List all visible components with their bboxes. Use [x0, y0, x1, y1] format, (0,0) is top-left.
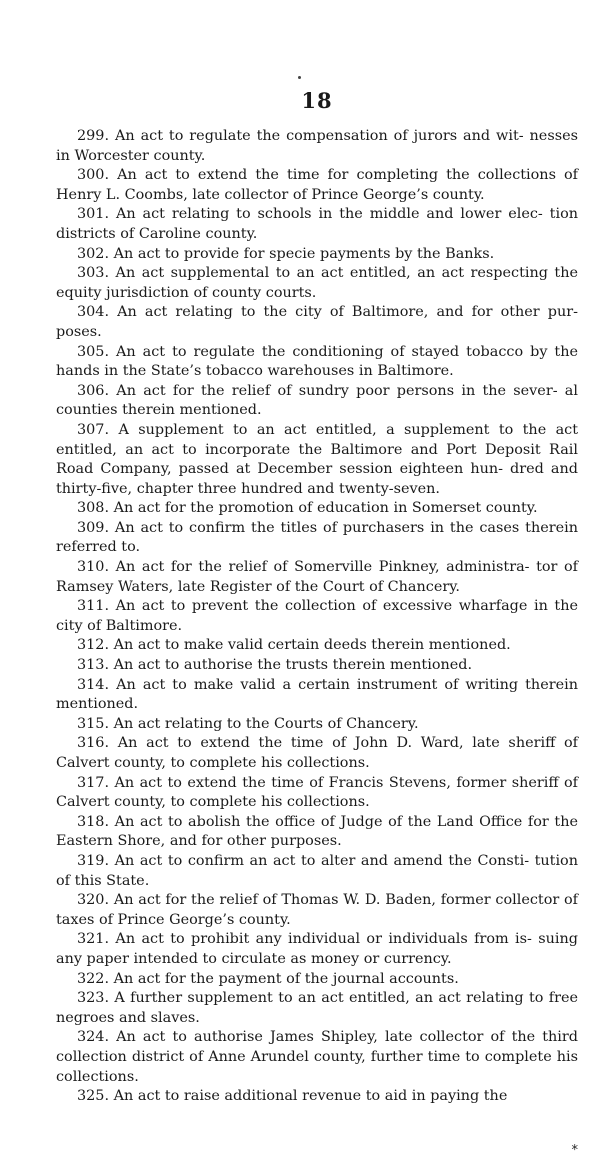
- act-number: 309.: [77, 519, 110, 536]
- page-number: 18: [301, 88, 333, 113]
- act-entry: [56, 499, 578, 519]
- act-entry: [56, 930, 578, 969]
- act-text: An act to abolish the office of Judge of the Land Office for the Eastern Shore, and for other purposes.: [56, 813, 578, 850]
- act-number: 315.: [77, 715, 110, 732]
- act-entry: [56, 558, 578, 597]
- act-text: An act to extend the time of Francis Stevens, former sheriff of Calvert county, to complete his collections.: [56, 774, 578, 811]
- act-entry: [56, 970, 578, 990]
- act-entry: [56, 382, 578, 421]
- act-number: 316.: [77, 735, 110, 752]
- act-text: An act to confirm an act to alter and amend the Consti- tution of this State.: [56, 852, 578, 889]
- act-text: An act to make valid certain deeds therein mentioned.: [113, 637, 511, 654]
- act-entry: [56, 852, 578, 891]
- act-number: 324.: [77, 1029, 110, 1046]
- act-text: An act for the relief of sundry poor persons in the sever- al counties therein mentioned.: [56, 382, 578, 419]
- act-number: 317.: [77, 774, 110, 791]
- act-text: An act for the payment of the journal accounts.: [113, 970, 459, 987]
- act-number: 301.: [77, 206, 110, 223]
- act-number: 303.: [77, 265, 110, 282]
- act-text: An act for the relief of Thomas W. D. Baden, former collector of taxes of Prince George’s county.: [56, 892, 578, 928]
- act-entry: [56, 421, 578, 499]
- act-number: 314.: [77, 676, 110, 693]
- act-text: An act to authorise James Shipley, late collector of the third collection district of Anne Arundel county, further time to complete his collections.: [56, 1029, 578, 1085]
- act-text: An act to confirm the titles of purchasers in the cases therein referred to.: [56, 519, 578, 556]
- footer-mark: *: [571, 1143, 578, 1158]
- act-number: 311.: [77, 598, 110, 615]
- document-page: [56, 88, 578, 1107]
- act-text: An act for the promotion of education in Somerset county.: [113, 500, 538, 517]
- act-text: An act relating to the Courts of Chancery.: [113, 715, 419, 732]
- act-entry: [56, 813, 578, 852]
- act-entry: [56, 891, 578, 930]
- act-number: 307.: [77, 421, 110, 438]
- act-entry: [56, 303, 578, 342]
- act-entry: [56, 264, 578, 303]
- act-text: An act to prohibit any individual or individuals from is- suing any paper intended to circulate as money or currency.: [56, 931, 578, 967]
- act-number: 320.: [77, 892, 110, 909]
- act-entry: [56, 676, 578, 715]
- act-text: An act to raise additional revenue to aid in paying the: [113, 1088, 508, 1105]
- act-number: 299.: [77, 128, 110, 144]
- act-list: [56, 127, 578, 1107]
- act-number: 300.: [77, 167, 110, 184]
- act-number: 310.: [77, 559, 110, 576]
- act-text: An act to extend the time of John D. Ward, late sheriff of Calvert county, to complete his collections.: [56, 735, 579, 771]
- act-entry: [56, 989, 578, 1028]
- act-number: 308.: [77, 500, 110, 517]
- act-text: An act to provide for specie payments by the Banks.: [113, 245, 495, 262]
- act-text: An act relating to schools in the middle and lower elec- tion districts of Caroline county.: [56, 206, 578, 242]
- act-entry: [56, 166, 578, 205]
- act-number: 319.: [77, 852, 110, 869]
- act-number: 323.: [77, 990, 110, 1007]
- act-text: An act to extend the time for completing the collections of Henry L. Coombs, late collector of Prince George’s county.: [56, 167, 579, 203]
- act-text: An act to make valid a certain instrument of writing therein mentioned.: [56, 676, 578, 713]
- act-text: An act to authorise the trusts therein mentioned.: [113, 657, 473, 674]
- act-entry: [56, 1087, 578, 1107]
- act-entry: [56, 343, 578, 382]
- act-text: A further supplement to an act entitled, an act relating to free negroes and slaves.: [56, 990, 578, 1026]
- act-entry: [56, 245, 578, 265]
- act-text: An act supplemental to an act entitled, an act respecting the equity jurisdiction of county courts.: [56, 265, 579, 301]
- act-number: 313.: [77, 657, 110, 674]
- act-entry: [56, 127, 578, 166]
- act-number: 304.: [77, 304, 110, 321]
- act-entry: [56, 715, 578, 735]
- act-entry: [56, 734, 578, 773]
- act-text: An act to regulate the conditioning of stayed tobacco by the hands in the State’s tobacco warehouses in Baltimore.: [56, 343, 578, 380]
- act-entry: [56, 597, 578, 636]
- act-number: 302.: [77, 245, 110, 262]
- act-number: 305.: [77, 343, 110, 360]
- act-number: 318.: [77, 813, 110, 830]
- act-text: A supplement to an act entitled, a supplement to the act entitled, an act to incorporate the Baltimore and Port Deposit Rail Road Company, passed at December session eighteen hun- dred and thirty-five, chapter three hundred and twenty-seven.: [56, 421, 579, 497]
- act-entry: [56, 519, 578, 558]
- act-text: An act relating to the city of Baltimore, and for other pur- poses.: [56, 304, 579, 340]
- act-entry: [56, 1028, 578, 1087]
- act-number: 306.: [77, 382, 110, 399]
- act-entry: [56, 205, 578, 244]
- act-number: 312.: [77, 637, 110, 654]
- act-text: An act to prevent the collection of excessive wharfage in the city of Baltimore.: [56, 598, 578, 634]
- act-number: 325.: [77, 1088, 110, 1105]
- act-entry: [56, 656, 578, 676]
- act-entry: [56, 774, 578, 813]
- print-speck: [298, 76, 301, 79]
- act-entry: [56, 636, 578, 656]
- act-number: 321.: [77, 931, 110, 948]
- act-text: An act to regulate the compensation of jurors and wit- nesses in Worcester county.: [56, 128, 578, 164]
- act-number: 322.: [77, 970, 110, 987]
- act-text: An act for the relief of Somerville Pinkney, administra- tor of Ramsey Waters, late Register of the Court of Chancery.: [56, 559, 579, 595]
